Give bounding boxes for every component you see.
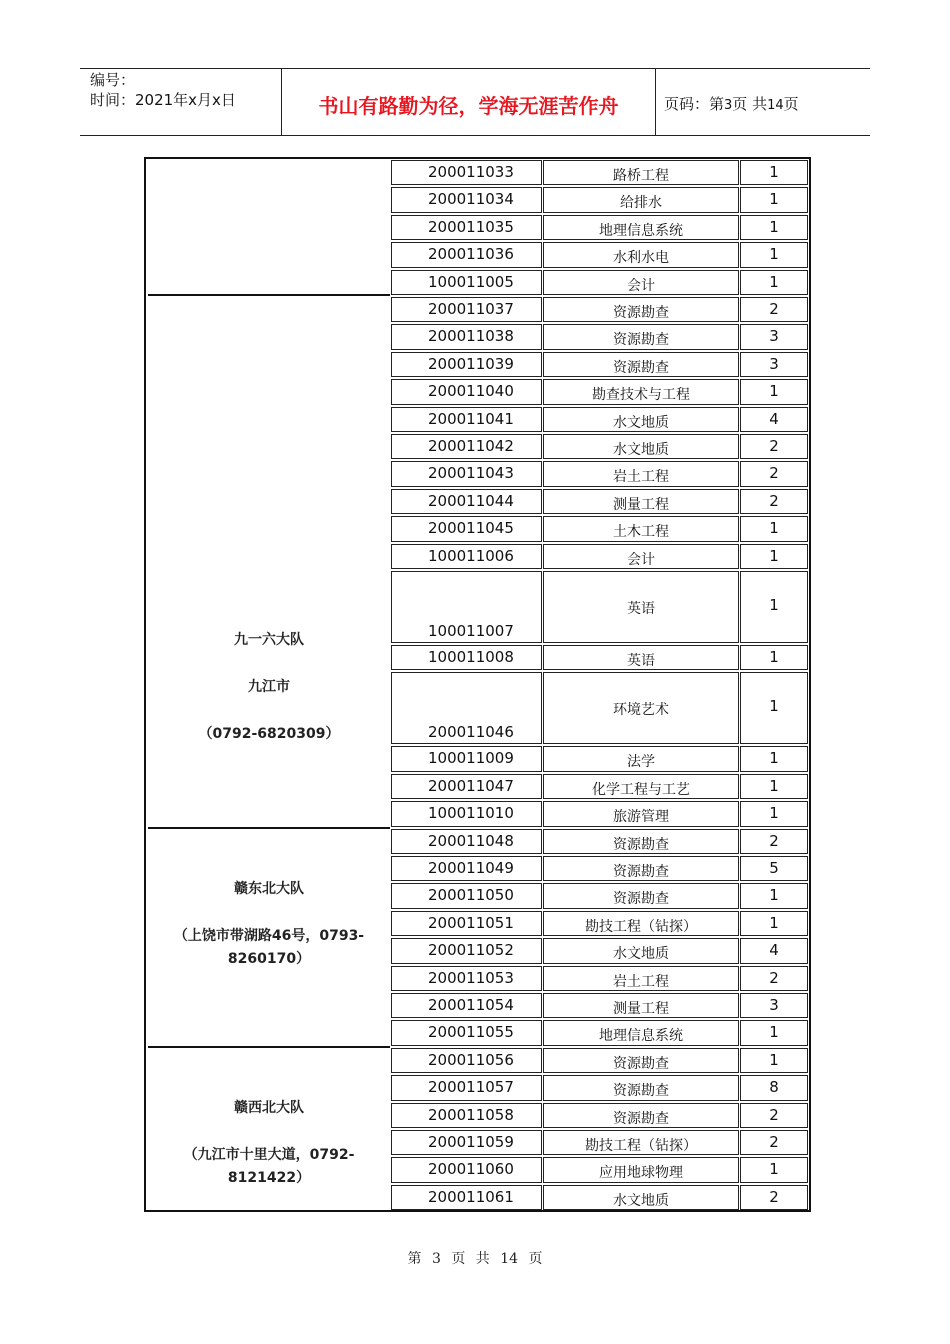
count-text: 1 [769,749,779,768]
page-current: 3 [724,98,733,113]
count-text: 1 [769,245,779,264]
count-text: 1 [769,648,779,666]
code-text: 200011048 [428,831,514,850]
cell-major [543,544,739,569]
group-separator [148,827,390,829]
cell-code [391,187,542,212]
code-text: 200011033 [428,163,514,181]
code-text: 200011041 [428,409,514,428]
cell-count [740,829,808,854]
major-text: 英语 [627,653,655,669]
cell-code [391,1185,542,1210]
unit-cell-jiuyiliu [148,629,390,746]
code-text: 100011006 [428,546,514,565]
count-text: 1 [769,382,779,401]
cell-major [543,187,739,212]
cell-count [740,434,808,459]
page-mid: 页 共 [732,95,768,113]
cell-major [543,1048,739,1073]
code-text: 200011039 [428,354,514,373]
footer-suffix: 页 [528,1251,543,1267]
code-text: 200011055 [428,1023,514,1042]
major-text: 岩土工程 [613,973,669,990]
cell-count [740,379,808,404]
code-text: 200011037 [428,300,514,318]
major-text: 水利水电 [613,250,669,267]
code-text: 200011060 [428,1160,514,1179]
code-text: 200011044 [428,491,514,510]
cell-code [391,966,542,991]
page-footer [0,1248,950,1268]
code-text: 200011061 [428,1187,514,1206]
count-text: 1 [769,1023,779,1042]
cell-count [740,1020,808,1045]
major-text: 资源勘查 [613,1110,669,1127]
major-text: 地理信息系统 [599,1028,683,1045]
major-text: 法学 [627,754,655,771]
count-text: 2 [769,300,779,318]
cell-count [740,215,808,240]
major-text: 资源勘查 [613,332,669,349]
cell-code [391,993,542,1018]
footer-mid: 页 共 [451,1251,490,1267]
header-bottom-rule [80,135,870,136]
unit-name: 赣西北大队 [234,1100,304,1116]
cell-major [543,434,739,459]
cell-count [740,1185,808,1210]
count-text: 1 [769,697,779,716]
code-text: 200011051 [428,913,514,932]
code-text: 200011050 [428,886,514,905]
footer-total: 14 [500,1251,519,1267]
count-text: 3 [769,996,779,1014]
cell-count [740,352,808,377]
cell-major [543,829,739,854]
cell-major [543,1103,739,1128]
code-text: 200011038 [428,327,514,346]
header-page-indicator [664,93,799,114]
count-text: 3 [769,327,779,346]
cell-code [391,774,542,799]
code-text: 100011007 [428,622,514,640]
code-text: 200011046 [428,723,514,742]
cell-count [740,1157,808,1182]
cell-code [391,1103,542,1128]
code-text: 200011054 [428,996,514,1014]
cell-code [391,434,542,459]
count-text: 2 [769,491,779,510]
major-text: 水文地质 [613,442,669,458]
cell-code [391,270,542,295]
code-text: 200011057 [428,1078,514,1097]
cell-code [391,938,542,963]
count-text: 1 [769,272,779,291]
code-text: 200011049 [428,859,514,877]
table-border-bottom [144,1210,811,1212]
cell-code [391,352,542,377]
major-text: 资源勘查 [613,1055,669,1072]
number-label: 编号： [90,71,136,89]
cell-count [740,407,808,432]
code-text: 200011053 [428,968,514,987]
major-text: 会计 [627,277,655,294]
cell-count [740,672,808,744]
cell-major [543,1130,739,1155]
cell-code [391,801,542,826]
major-text: 资源勘查 [613,359,669,376]
unit-cell-gandongbei [148,878,390,971]
cell-major [543,645,739,670]
major-text: 勘技工程（钻探） [585,918,697,935]
major-text: 旅游管理 [613,809,669,826]
unit-contact-cont: 8260170） [227,951,311,967]
count-text: 3 [769,354,779,373]
major-text: 应用地球物理 [599,1165,683,1182]
table-border-top [144,157,811,159]
cell-major [543,160,739,185]
cell-count [740,1130,808,1155]
cell-code [391,160,542,185]
major-text: 资源勘查 [613,836,669,853]
major-text: 资源勘查 [613,1083,669,1100]
page-total: 14 [767,98,784,113]
unit-contact: （0792-6820309） [198,726,340,742]
cell-major [543,571,739,643]
group-separator [148,294,390,296]
header-divider-right [655,68,656,136]
cell-major [543,215,739,240]
unit-contact-cont: 8121422） [227,1170,311,1186]
code-text: 200011047 [428,776,514,795]
cell-count [740,270,808,295]
cell-code [391,1020,542,1045]
cell-major [543,1185,739,1210]
count-text: 1 [769,519,779,538]
cell-count [740,242,808,267]
unit-name: 九一六大队 [234,632,304,648]
count-text: 1 [769,1050,779,1069]
count-text: 2 [769,464,779,483]
cell-major [543,856,739,881]
cell-major [543,242,739,267]
code-text: 100011009 [428,749,514,768]
count-text: 1 [769,190,779,209]
cell-count [740,544,808,569]
major-text: 化学工程与工艺 [592,781,690,798]
header-meta [90,70,236,110]
cell-major [543,911,739,936]
major-text: 环境艺术 [613,702,669,719]
count-text: 4 [769,941,779,960]
code-text: 200011043 [428,464,514,483]
cell-count [740,966,808,991]
cell-code [391,242,542,267]
major-text: 资源勘查 [613,305,669,321]
major-text: 英语 [627,601,655,617]
cell-major [543,966,739,991]
count-text: 2 [769,831,779,850]
cell-count [740,187,808,212]
cell-major [543,461,739,486]
unit-cell-ganxibei [148,1097,390,1190]
count-text: 1 [769,217,779,236]
count-text: 1 [769,886,779,905]
cell-count [740,571,808,643]
major-text: 路桥工程 [613,168,669,184]
cell-code [391,516,542,541]
cell-major [543,489,739,514]
cell-major [543,1020,739,1045]
cell-major [543,672,739,744]
code-text: 100011008 [428,648,514,666]
cell-major [543,516,739,541]
cell-code [391,544,542,569]
code-text: 200011056 [428,1050,514,1069]
page-prefix: 页码：第 [664,95,725,113]
major-text: 资源勘查 [613,864,669,880]
cell-code [391,911,542,936]
cell-major [543,883,739,908]
cell-code [391,571,542,643]
count-text: 1 [769,163,779,181]
cell-major [543,1157,739,1182]
cell-major [543,352,739,377]
cell-count [740,1075,808,1100]
cell-count [740,801,808,826]
count-text: 1 [769,596,779,614]
count-text: 5 [769,859,779,877]
cell-count [740,297,808,322]
unit-contact: （九江市十里大道，0792- [183,1147,355,1163]
major-text: 水文地质 [613,946,669,963]
cell-major [543,297,739,322]
count-text: 2 [769,437,779,455]
major-text: 水文地质 [613,1192,669,1209]
code-text: 100011005 [428,272,514,291]
count-text: 1 [769,776,779,795]
count-text: 2 [769,1187,779,1206]
major-text: 测量工程 [613,1001,669,1017]
cell-code [391,324,542,349]
cell-major [543,324,739,349]
cell-code [391,1130,542,1155]
code-text: 200011035 [428,217,514,236]
code-text: 200011052 [428,941,514,960]
code-text: 200011045 [428,519,514,538]
cell-count [740,324,808,349]
footer-prefix: 第 [407,1251,422,1267]
cell-code [391,645,542,670]
count-text: 8 [769,1078,779,1097]
cell-code [391,379,542,404]
header-top-rule [80,68,870,69]
cell-code [391,297,542,322]
code-text: 200011034 [428,190,514,209]
cell-major [543,1075,739,1100]
count-text: 1 [769,546,779,565]
cell-code [391,215,542,240]
cell-code [391,1075,542,1100]
table-border-left [144,157,146,1212]
unit-name: 赣东北大队 [234,881,304,897]
unit-contact: （上饶市带湖路46号，0793- [173,928,365,944]
cell-code [391,461,542,486]
cell-count [740,856,808,881]
count-text: 2 [769,1105,779,1124]
major-text: 会计 [627,551,655,568]
code-text: 200011042 [428,437,514,455]
cell-count [740,938,808,963]
major-text: 水文地质 [613,414,669,431]
cell-major [543,993,739,1018]
group-separator [148,1046,390,1048]
major-text: 土木工程 [613,524,669,541]
count-text: 4 [769,409,779,428]
major-text: 勘技工程（钻探） [585,1138,697,1154]
major-text: 资源勘查 [613,891,669,908]
count-text: 1 [769,913,779,932]
cell-count [740,746,808,771]
unit-city: 九江市 [248,679,290,695]
cell-count [740,993,808,1018]
cell-count [740,516,808,541]
table-border-right [809,157,811,1212]
cell-count [740,1048,808,1073]
header-motto: 书山有路勤为径，学海无涯苦作舟 [318,94,619,118]
cell-count [740,489,808,514]
code-text: 100011010 [428,804,514,823]
count-text: 2 [769,1133,779,1151]
code-text: 200011036 [428,245,514,264]
cell-code [391,1048,542,1073]
cell-count [740,645,808,670]
code-text: 200011040 [428,382,514,401]
cell-code [391,856,542,881]
footer-current: 3 [431,1251,441,1267]
cell-count [740,883,808,908]
major-text: 测量工程 [613,496,669,513]
cell-count [740,1103,808,1128]
major-text: 地理信息系统 [599,222,683,239]
cell-major [543,801,739,826]
major-text: 岩土工程 [613,469,669,486]
cell-code [391,746,542,771]
cell-code [391,489,542,514]
cell-major [543,938,739,963]
cell-major [543,774,739,799]
cell-count [740,461,808,486]
major-text: 勘查技术与工程 [592,387,690,404]
cell-major [543,270,739,295]
cell-code [391,672,542,744]
cell-major [543,407,739,432]
cell-code [391,883,542,908]
major-text: 给排水 [620,195,662,212]
cell-code [391,407,542,432]
cell-count [740,774,808,799]
code-text: 200011058 [428,1105,514,1124]
time-label: 时间：2021年x月x日 [90,91,236,109]
count-text: 1 [769,1160,779,1179]
cell-major [543,379,739,404]
cell-count [740,911,808,936]
cell-code [391,1157,542,1182]
cell-code [391,829,542,854]
page-suffix: 页 [783,95,799,113]
cell-major [543,746,739,771]
code-text: 200011059 [428,1133,514,1151]
cell-count [740,160,808,185]
count-text: 1 [769,804,779,823]
count-text: 2 [769,968,779,987]
